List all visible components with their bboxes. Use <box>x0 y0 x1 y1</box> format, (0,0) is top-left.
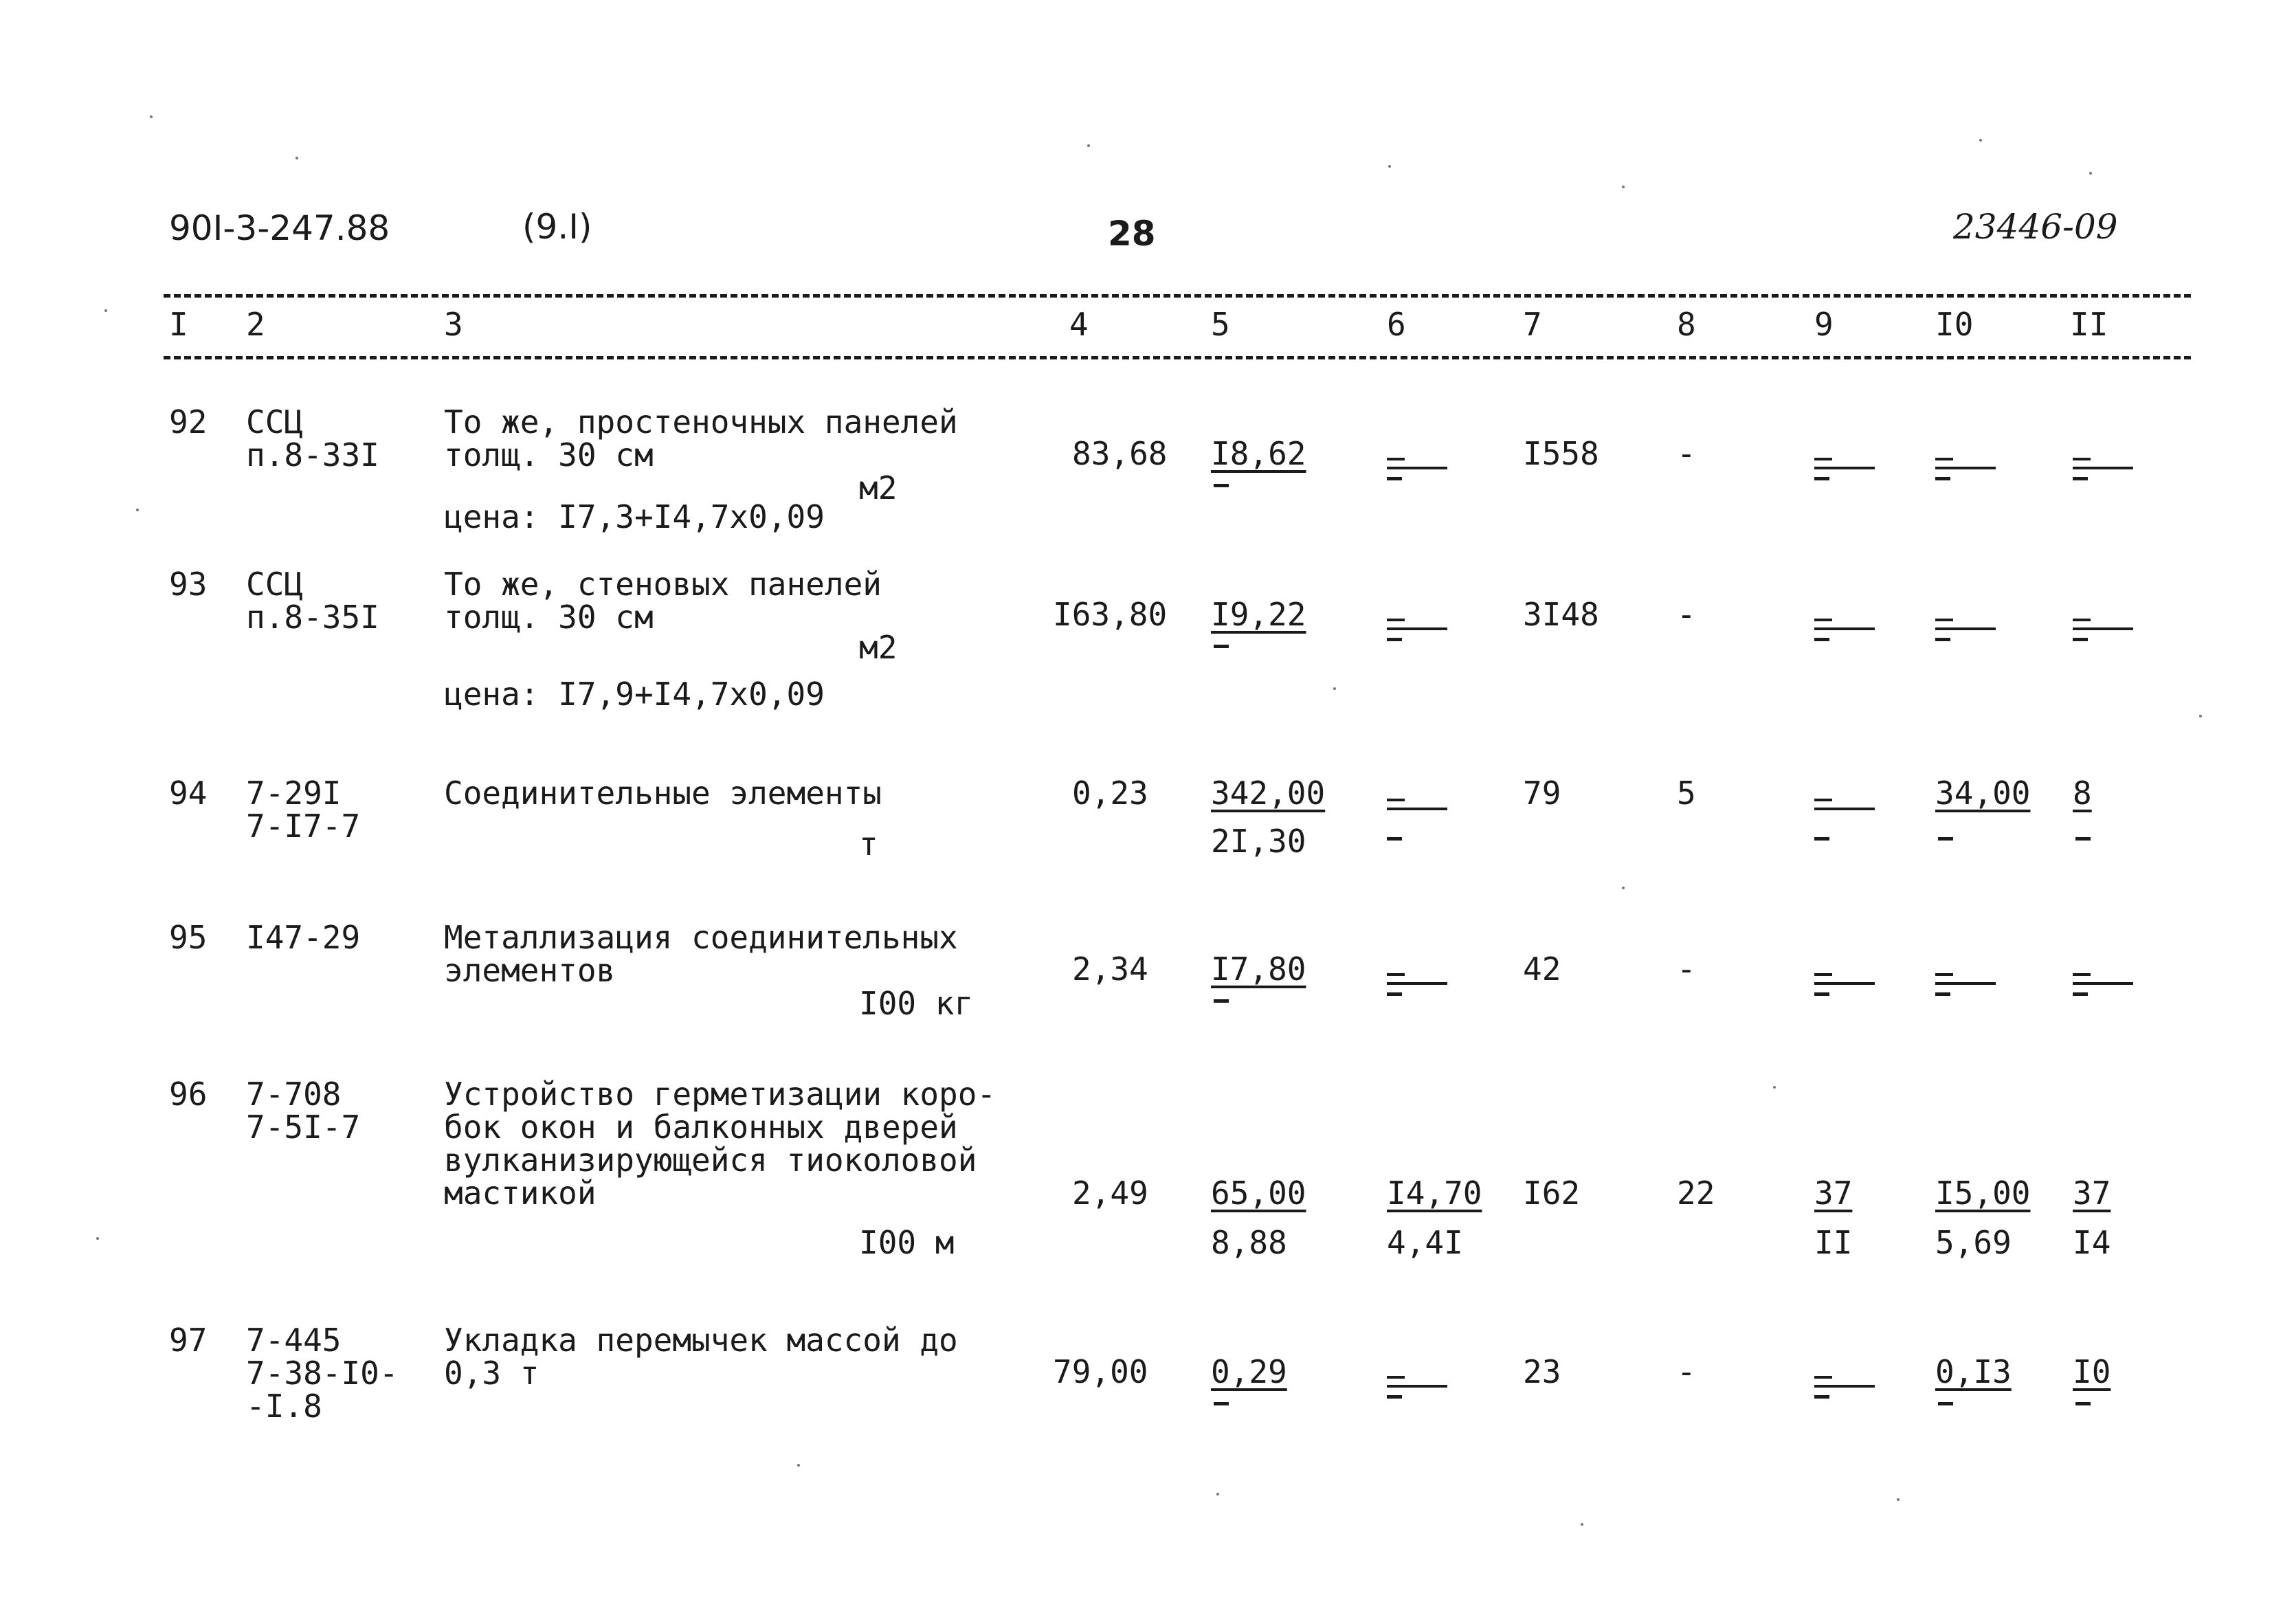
unit-of-measure: м2 <box>859 629 898 666</box>
ditto-mark <box>1814 455 1875 482</box>
scan-speck <box>104 309 107 312</box>
work-description: мастикой <box>444 1175 597 1212</box>
unit-cost: 342,00 <box>1211 775 1326 812</box>
price-formula: цена: I7,3+I4,7х0,09 <box>444 498 825 535</box>
work-description: Соединительные элементы <box>444 775 882 812</box>
scan-speck <box>1622 186 1625 188</box>
unit-cost: I8,62 <box>1211 435 1306 472</box>
quantity: 2,34 <box>1072 950 1148 988</box>
unit-cost-secondary: 2I,30 <box>1211 823 1306 860</box>
scan-speck <box>1333 687 1336 690</box>
norm-code: 7-29I <box>246 775 342 812</box>
norm-code: 7-38-I0- <box>246 1355 399 1392</box>
norm-code: ССЦ <box>246 566 304 603</box>
dash-mark <box>1214 999 1229 1003</box>
dash-mark <box>2075 1402 2091 1405</box>
work-description: Устройство герметизации коро- <box>444 1076 996 1113</box>
ditto-mark <box>1935 970 1996 998</box>
scan-speck <box>1216 1493 1219 1495</box>
column-11-value: 8 <box>2073 775 2092 812</box>
scan-speck <box>1979 139 1982 142</box>
page-number: 28 <box>1108 214 1156 254</box>
scan-speck <box>1773 1086 1776 1089</box>
unit-cost: I9,22 <box>1211 596 1306 633</box>
ditto-mark <box>1387 796 1447 823</box>
ditto-mark <box>1935 455 1996 482</box>
dash-mark <box>2075 837 2091 841</box>
norm-code: п.8-35I <box>246 599 379 636</box>
work-description: 0,3 т <box>444 1355 539 1392</box>
column-10-value: 34,00 <box>1935 775 2031 812</box>
work-description: То же, стеновых панелей <box>444 566 882 603</box>
column-8-value: - <box>1677 435 1696 472</box>
scan-speck <box>797 1464 800 1467</box>
norm-code: 7-445 <box>246 1322 342 1359</box>
row-number: 94 <box>169 775 208 812</box>
ditto-mark <box>1387 455 1447 482</box>
unit-of-measure: м2 <box>859 469 898 507</box>
quantity: 0,23 <box>1072 775 1148 812</box>
norm-code: 7-5I-7 <box>246 1109 361 1146</box>
ditto-mark <box>2073 455 2133 482</box>
scan-speck <box>96 1237 99 1240</box>
column-header: 9 <box>1814 306 1834 343</box>
quantity: I63,80 <box>1053 596 1168 633</box>
ditto-mark <box>1387 616 1447 643</box>
total-cost: 42 <box>1523 950 1561 988</box>
total-cost: I558 <box>1523 435 1599 472</box>
total-cost: 3I48 <box>1523 596 1599 633</box>
column-header: 5 <box>1211 306 1230 343</box>
unit-of-measure: I00 кг <box>859 985 974 1022</box>
column-header: 8 <box>1677 306 1696 343</box>
dash-mark <box>1387 837 1402 841</box>
column-header: 2 <box>246 306 265 343</box>
unit-of-measure: т <box>859 825 878 863</box>
table-header-rule <box>164 356 2191 359</box>
work-description: Металлизация соединительных <box>444 919 958 956</box>
row-number: 95 <box>169 919 208 956</box>
ditto-mark <box>1814 796 1875 823</box>
row-number: 92 <box>169 403 208 441</box>
dash-mark <box>1938 837 1953 841</box>
ditto-mark <box>1935 616 1996 643</box>
column-header: I <box>169 306 188 343</box>
norm-code: -I.8 <box>246 1388 322 1425</box>
work-description: бок окон и балконных дверей <box>444 1109 958 1146</box>
work-description: элементов <box>444 952 616 989</box>
column-9-value: 37 <box>1814 1175 1853 1212</box>
norm-code: I47-29 <box>246 919 361 956</box>
quantity: 2,49 <box>1072 1175 1148 1212</box>
column-6-value: I4,70 <box>1387 1175 1482 1212</box>
column-header: 4 <box>1069 306 1089 343</box>
column-header: II <box>2070 306 2108 343</box>
row-number: 97 <box>169 1322 208 1359</box>
work-description: толщ. 30 см <box>444 599 654 636</box>
ditto-mark <box>1814 970 1875 998</box>
ditto-mark <box>1814 616 1875 643</box>
scan-speck <box>1622 887 1625 889</box>
scan-speck <box>2199 715 2202 718</box>
dash-mark <box>1214 1402 1229 1405</box>
scan-speck <box>150 115 153 118</box>
unit-cost-secondary: 8,88 <box>1211 1224 1287 1261</box>
row-number: 96 <box>169 1076 208 1113</box>
unit-cost: I7,80 <box>1211 950 1306 988</box>
scan-speck <box>2089 172 2092 175</box>
scan-speck <box>1388 165 1391 168</box>
quantity: 79,00 <box>1053 1353 1148 1390</box>
work-description: толщ. 30 см <box>444 436 654 474</box>
section-number: (9.I) <box>522 207 592 247</box>
row-number: 93 <box>169 566 208 603</box>
archive-number: 23446-09 <box>1953 207 2118 247</box>
column-8-value: - <box>1677 950 1696 988</box>
norm-code: 7-I7-7 <box>246 808 361 845</box>
price-formula: цена: I7,9+I4,7х0,09 <box>444 676 825 713</box>
column-11-value: I0 <box>2073 1353 2111 1390</box>
column-8-value: - <box>1677 596 1696 633</box>
total-cost: I62 <box>1523 1175 1581 1212</box>
column-11-secondary: I4 <box>2073 1224 2111 1261</box>
column-header: 6 <box>1387 306 1406 343</box>
ditto-mark <box>1387 1373 1447 1401</box>
work-description: То же, простеночных панелей <box>444 403 958 441</box>
unit-cost: 65,00 <box>1211 1175 1306 1212</box>
norm-code: п.8-33I <box>246 436 379 474</box>
scan-speck <box>136 509 139 511</box>
ditto-mark <box>2073 616 2133 643</box>
document-code: 90I-3-247.88 <box>169 208 390 248</box>
scan-speck <box>1581 1523 1583 1526</box>
ditto-mark <box>2073 970 2133 998</box>
norm-code: ССЦ <box>246 403 304 441</box>
column-header: 7 <box>1523 306 1542 343</box>
scan-speck <box>296 157 298 159</box>
quantity: 83,68 <box>1072 435 1168 472</box>
total-cost: 79 <box>1523 775 1561 812</box>
ditto-mark <box>1814 1373 1875 1401</box>
unit-of-measure: I00 м <box>859 1224 955 1261</box>
ditto-mark <box>1387 970 1447 998</box>
column-9-secondary: II <box>1814 1224 1853 1261</box>
column-6-secondary: 4,4I <box>1387 1224 1463 1261</box>
column-8-value: 22 <box>1677 1175 1715 1212</box>
unit-cost: 0,29 <box>1211 1353 1287 1390</box>
column-header: I0 <box>1935 306 1974 343</box>
dash-mark <box>1214 484 1229 487</box>
work-description: Укладка перемычек массой до <box>444 1322 958 1359</box>
work-description: вулканизирующейся тиоколовой <box>444 1142 977 1179</box>
column-8-value: - <box>1677 1353 1696 1390</box>
column-header: 3 <box>444 306 463 343</box>
dash-mark <box>1814 837 1829 841</box>
dash-mark <box>1938 1402 1953 1405</box>
column-10-value: I5,00 <box>1935 1175 2031 1212</box>
scan-speck <box>1897 1498 1900 1501</box>
column-10-secondary: 5,69 <box>1935 1224 2012 1261</box>
scan-speck <box>1087 144 1090 147</box>
table-top-rule <box>164 294 2191 298</box>
column-8-value: 5 <box>1677 775 1696 812</box>
norm-code: 7-708 <box>246 1076 342 1113</box>
column-10-value: 0,I3 <box>1935 1353 2012 1390</box>
total-cost: 23 <box>1523 1353 1561 1390</box>
dash-mark <box>1214 645 1229 648</box>
column-11-value: 37 <box>2073 1175 2111 1212</box>
